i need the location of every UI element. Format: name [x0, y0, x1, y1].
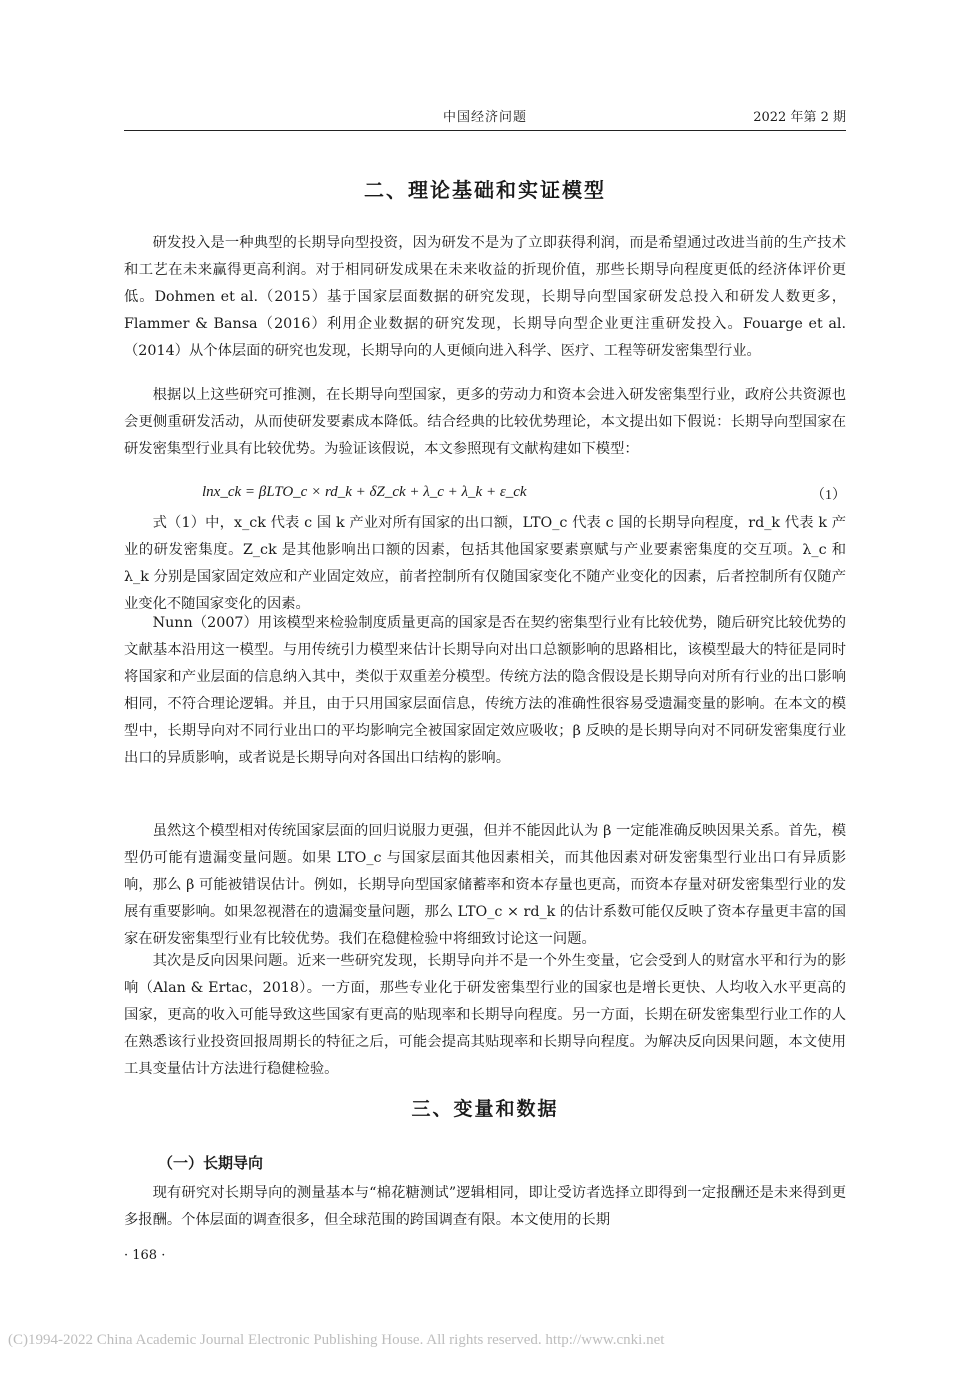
- section-3-title: 三、变量和数据: [411, 1098, 559, 1120]
- page-number: · 168 ·: [124, 1248, 166, 1263]
- running-header: [124, 106, 846, 131]
- section-2-title: 二、理论基础和实证模型: [364, 178, 606, 202]
- paragraph: Nunn（2007）用该模型来检验制度质量更高的国家是否在契约密集型行业有比较优势，随后研究比较优势的文献基本沿用这一模型。与用传统引力模型来估计长期导向对出口总额影响的思路相比，该模型最大的特征是同时将国家和产业层面的信息纳入其中，类似于双重差分模型。传统方法的隐含假设是长期导向对所有行业的出口影响相同，不符合理论逻辑。并且，由于只用国家层面信息，传统方法的准确性很容易受遗漏变量的影响。在本文的模型中，长期导向对不同行业出口的平均影响完全被国家固定效应吸收；β 反映的是长期导向对不同研发密集度行业出口的异质影响，或者说是长期导向对各国出口结构的影响。: [124, 615, 846, 766]
- paragraph: 虽然这个模型相对传统国家层面的回归说服力更强，但并不能因此认为 β 一定能准确反映因果关系。首先，模型仍可能有遗漏变量问题。如果 LTO_c 与国家层面其他因素相关，而其他因素对研发密集型行业出口有异质影响，那么 β 可能被错误估计。例如，长期导向型国家储蓄率和资本存量也更高，而资本存量对研发密集型行业的发展有重要影响。如果忽视潜在的遗漏变量问题，那么 LTO_c × rd_k 的估计系数可能仅反映了资本存量更丰富的国家在研发密集型行业有比较优势。我们在稳健检验中将细致讨论这一问题。: [124, 823, 846, 947]
- issue-label: 2022 年第 2 期: [753, 110, 846, 125]
- equation-expression: lnx_ck = βLTO_c × rd_k + δZ_ck + λ_c + λ_k + ε_ck: [202, 484, 527, 500]
- paragraph: 研发投入是一种典型的长期导向型投资，因为研发不是为了立即获得利润，而是希望通过改进当前的生产技术和工艺在未来赢得更高利润。对于相同研发成果在未来收益的折现价值，那些长期导向程度更低的经济体评价更低。Dohmen et al.（2015）基于国家层面数据的研究发现，长期导向型国家研发总投入和研发人数更多，Flammer & Bansa（2016）利用企业数据的研究发现，长期导向型企业更注重研发投入。Fouarge et al.（2014）从个体层面的研究也发现，长期导向的人更倾向进入科学、医疗、工程等研发密集型行业。: [124, 235, 846, 359]
- paragraph: 根据以上这些研究可推测，在长期导向型国家，更多的劳动力和资本会进入研发密集型行业，政府公共资源也会更侧重研发活动，从而使研发要素成本降低。结合经典的比较优势理论，本文提出如下假说：长期导向型国家在研发密集型行业具有比较优势。为验证该假说，本文参照现有文献构建如下模型：: [124, 387, 846, 457]
- paragraph: 式（1）中，x_ck 代表 c 国 k 产业对所有国家的出口额，LTO_c 代表 c 国的长期导向程度，rd_k 代表 k 产业的研发密集度。Z_ck 是其他影响出口额的因素，包括其他国家要素禀赋与产业要素密集度的交互项。λ_c 和 λ_k 分别是国家固定效应和产业固定效应，前者控制所有仅随国家变化不随产业变化的因素，后者控制所有仅随产业变化不随国家变化的因素。: [124, 515, 846, 612]
- subsection-title: （一）长期导向: [158, 1154, 264, 1172]
- equation-1: [124, 484, 846, 508]
- paragraph: 其次是反向因果问题。近来一些研究发现，长期导向并不是一个外生变量，它会受到人的财富水平和行为的影响（Alan & Ertac，2018）。一方面，那些专业化于研发密集型行业的国家也是增长更快、人均收入水平更高的国家，更高的收入可能导致这些国家有更高的贴现率和长期导向程度。另一方面，长期在研发密集型行业工作的人在熟悉该行业投资回报周期长的特征之后，可能会提高其贴现率和长期导向程度。为解决反向因果问题，本文使用工具变量估计方法进行稳健检验。: [124, 953, 846, 1077]
- copyright-watermark: (C)1994-2022 China Academic Journal Electronic Publishing House. All rights reserved. http://www.cnki.net: [8, 1332, 665, 1348]
- paragraph: 现有研究对长期导向的测量基本与“棉花糖测试”逻辑相同，即让受访者选择立即得到一定报酬还是未来得到更多报酬。个体层面的调查很多，但全球范围的跨国调查有限。本文使用的长期: [124, 1185, 846, 1228]
- journal-name: 中国经济问题: [442, 110, 527, 125]
- equation-number: （1）: [811, 488, 846, 503]
